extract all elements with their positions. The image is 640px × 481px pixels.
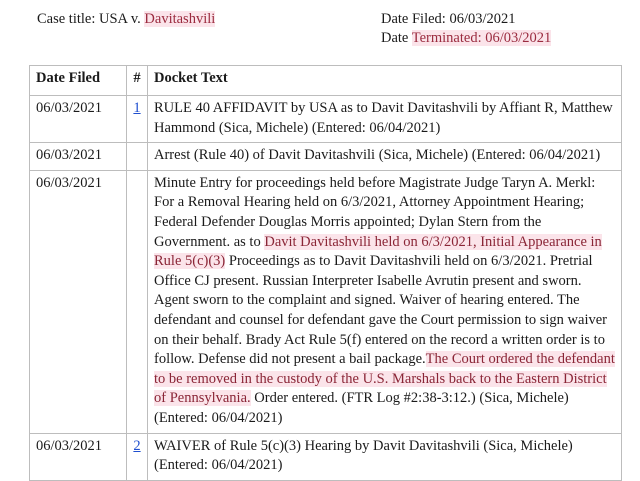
date-terminated-value: Terminated: 06/03/2021 (411, 30, 552, 46)
docket-entry-row (30, 143, 622, 171)
entry-number-cell (127, 143, 148, 171)
document-number-link[interactable]: 1 (133, 100, 141, 116)
column-header-date: Date Filed (30, 66, 127, 96)
case-title-label: Case title: USA v. (37, 11, 141, 27)
entry-docket-text (148, 433, 622, 480)
entry-docket-text (148, 96, 622, 143)
docket-text-segment: Minute Entry for proceedings held before Magistrate Judge Taryn A. Merkl: For a Removal Hearing held on 6/3/2021, Attorney Appointment Hearing; Federal Defender Douglas Morris appointed; Dylan Stern from the Government. as to (154, 174, 596, 250)
entry-number-cell (127, 170, 148, 433)
entry-date: 06/03/2021 (30, 96, 127, 143)
entry-number-cell (127, 433, 148, 480)
document-number-link[interactable]: 2 (133, 437, 141, 454)
docket-table (29, 65, 622, 481)
case-title-name: Davitashvili (144, 11, 216, 27)
date-terminated-prefix: Date (381, 30, 409, 46)
case-title (37, 9, 215, 29)
entry-date: 06/03/2021 (30, 170, 127, 433)
entry-docket-text (148, 170, 622, 433)
date-terminated (381, 28, 551, 48)
docket-entry-row (30, 170, 622, 433)
docket-text-segment: Order entered. (FTR Log #2:38-3:12.) (Sica, Michele) (Entered: 06/04/2021) (154, 390, 569, 426)
docket-header-row (30, 66, 622, 96)
entry-date: 06/03/2021 (30, 143, 127, 171)
docket-text-segment: RULE 40 AFFIDAVIT by USA as to Davit Davitashvili by Affiant R, Matthew Hammond (Sica, Michele) (Entered: 06/04/2021) (154, 100, 613, 136)
highlighted-text: Davit Davitashvili held on 6/3/2021, Initial Appearance in Rule 5(c)(3) (154, 233, 602, 270)
date-filed: Date Filed: 06/03/2021 (381, 11, 516, 27)
docket-text-segment: WAIVER of Rule 5(c)(3) Hearing by Davit Davitashvili (Sica, Michele) (Entered: 06/04/2021) (154, 437, 573, 474)
docket-text-segment: Proceedings as to Davit Davitashvili held on 6/3/2021. Pretrial Office CJ present. Russian Interpreter Isabelle Avrutin present and sworn. Agent sworn to the complaint and signed. Waiver of hearing entered. The defendant and counsel for defendant gave the Court permission to sign waiver on their behalf. Brady Act Rule 5(f) entered on the record a written order is to follow. Defense did not present a bail package. (154, 253, 607, 368)
entry-docket-text (148, 143, 622, 171)
column-header-text: Docket Text (148, 66, 622, 96)
entry-number-cell (127, 96, 148, 143)
entry-date: 06/03/2021 (30, 433, 127, 480)
docket-entry-row (30, 96, 622, 143)
highlighted-text: The Court ordered the defendant to be removed in the custody of the U.S. Marshals back to the Eastern District of Pennsylvania. (154, 351, 615, 407)
column-header-number: # (127, 66, 148, 96)
docket-body (30, 96, 622, 481)
docket-text-segment: Arrest (Rule 40) of Davit Davitashvili (Sica, Michele) (Entered: 06/04/2021) (154, 147, 601, 164)
docket-entry-row (30, 433, 622, 480)
